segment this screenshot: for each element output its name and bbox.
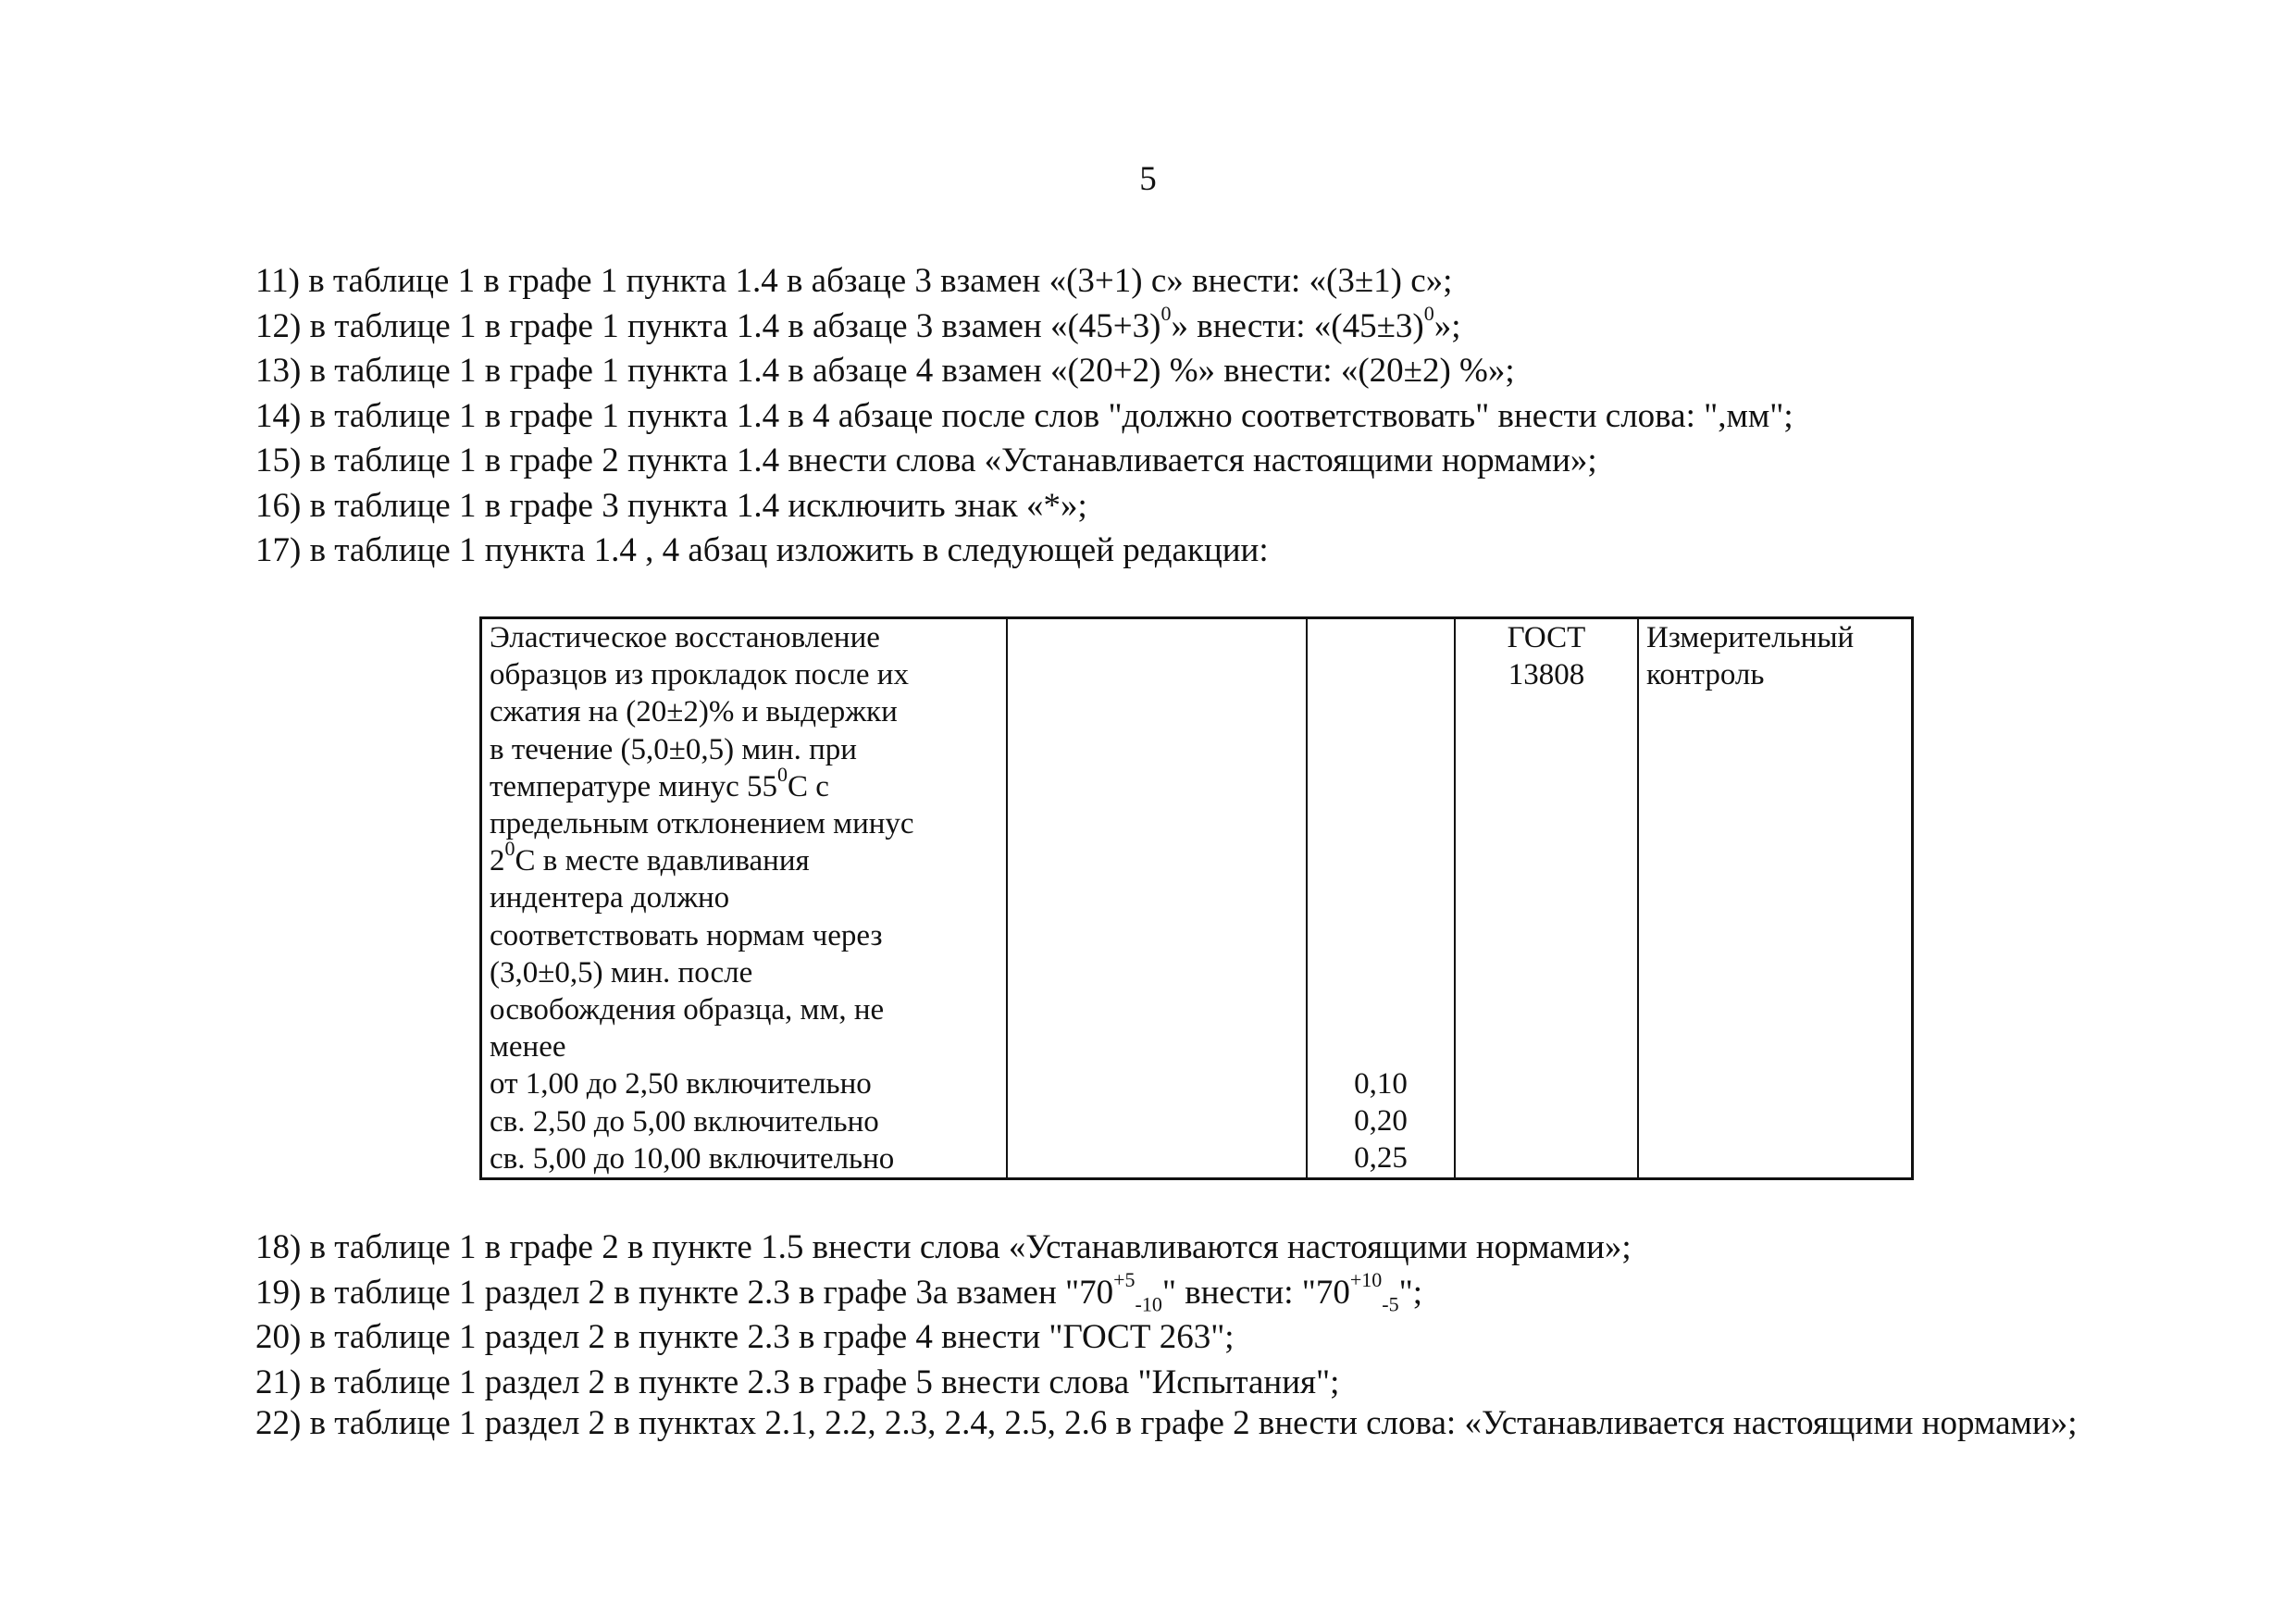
- amendment-item-14: 14) в таблице 1 в графе 1 пункта 1.4 в 4 абзаце после слов "должно соответствовать" внести слова: ",мм";: [255, 396, 1793, 435]
- amendment-item-18: 18) в таблице 1 в графе 2 в пункте 1.5 внести слова «Устанавливаются настоящими нормами»;: [255, 1228, 1632, 1266]
- requirement-description-cell: [481, 618, 1008, 1179]
- thickness-range: св. 5,00 до 10,00 включительно: [490, 1141, 895, 1176]
- amendment-item-22: 22) в таблице 1 раздел 2 в пунктах 2.1, 2.2, 2.3, 2.4, 2.5, 2.6 в графе 2 внести слова: «Устанавливается настоящими нормами»;: [255, 1404, 2078, 1442]
- description-line: соответствовать нормам через: [490, 918, 883, 952]
- amendment-list-bottom: [255, 1226, 2208, 1405]
- norm-value: 0,10: [1354, 1067, 1408, 1101]
- empty-column-cell: [1007, 618, 1307, 1179]
- specification-table: [479, 616, 1914, 1180]
- control-type-line: контроль: [1646, 658, 1765, 692]
- thickness-range: от 1,00 до 2,50 включительно: [490, 1067, 872, 1101]
- standard-cell: [1455, 618, 1638, 1179]
- control-type-cell: [1638, 618, 1913, 1179]
- norm-value: 0,20: [1354, 1104, 1408, 1139]
- page-number: 5: [1139, 160, 1157, 198]
- description-line-deviation: $2^0С$ в месте вдавливания: [490, 837, 810, 878]
- amendment-item-15: 15) в таблице 1 в графе 2 пункта 1.4 внести слова «Устанавливается настоящими нормами»;: [255, 442, 1597, 479]
- standard-number: 13808: [1508, 658, 1585, 692]
- description-line: предельным отклонением минус: [490, 807, 914, 841]
- control-type-line: Измерительный: [1646, 621, 1855, 654]
- standard-name: ГОСТ: [1507, 621, 1586, 654]
- amendment-list-top: [255, 259, 2236, 574]
- description-line: (3,0±0,5) мин. после: [490, 955, 753, 989]
- description-line: менее: [490, 1030, 566, 1064]
- description-line: Эластическое восстановление: [490, 621, 880, 654]
- description-line-temperature: температуре минус $55^0С$ с: [490, 762, 829, 803]
- amendment-item-21: 21) в таблице 1 раздел 2 в пункте 2.3 в графе 5 внести слова "Испытания";: [255, 1363, 1340, 1401]
- norm-values-cell: [1307, 618, 1455, 1179]
- amendment-item-11: 11) в таблице 1 в графе 1 пункта 1.4 в абзаце 3 взамен «(3+1) с» внести: «(3±1) с»;: [255, 262, 1453, 300]
- norm-value: 0,25: [1354, 1141, 1408, 1176]
- amendment-item-19: 19) в таблице 1 раздел 2 в пункте 2.3 в графе 3а взамен "$70^{+5}_{-10}$" внести: "$70^{+10}_{-5}$";: [255, 1268, 1422, 1315]
- thickness-range: св. 2,50 до 5,00 включительно: [490, 1104, 879, 1139]
- amendment-item-12: 12) в таблице 1 в графе 1 пункта 1.4 в абзаце 3 взамен «$(45+3)^0$» внести: «$(45\pm 3)^0$»;: [255, 302, 1461, 345]
- amendment-item-16: 16) в таблице 1 в графе 3 пункта 1.4 исключить знак «*»;: [255, 486, 1087, 525]
- amendment-item-20: 20) в таблице 1 раздел 2 в пункте 2.3 в графе 4 внести "ГОСТ 263";: [255, 1318, 1235, 1356]
- description-line: сжатия на (20±2)% и выдержки: [490, 695, 898, 729]
- description-line: освобождения образца, мм, не: [490, 993, 885, 1027]
- amendment-item-13: 13) в таблице 1 в графе 1 пункта 1.4 в абзаце 4 взамен «(20+2) %» внести: «(20±2) %»;: [255, 352, 1515, 390]
- amendment-item-17: 17) в таблице 1 пункта 1.4 , 4 абзац изложить в следующей редакции:: [255, 531, 1269, 569]
- description-line: индентера должно: [490, 881, 730, 915]
- table-row: [481, 618, 1913, 1179]
- description-line: образцов из прокладок после их: [490, 658, 909, 692]
- description-line: в течение (5,0±0,5) мин. при: [490, 732, 857, 766]
